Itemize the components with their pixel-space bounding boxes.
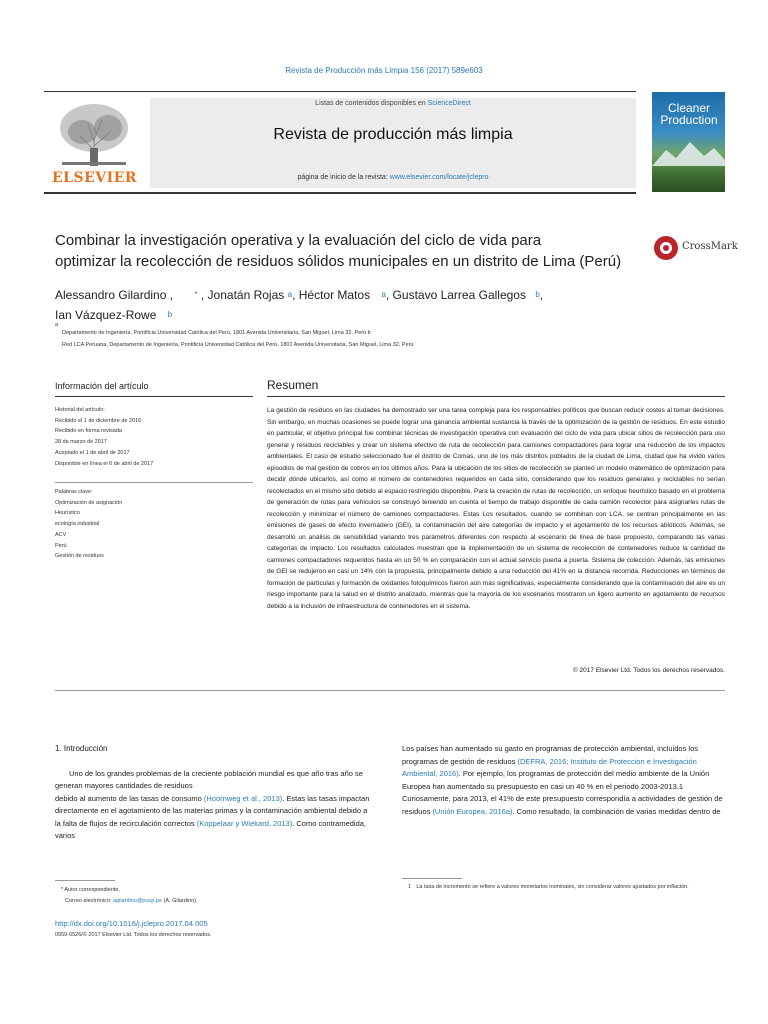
affiliation-a-mark: a bbox=[55, 322, 59, 328]
intro-text: Los países han aumentado su gasto en programas de protección ambiental, incluidos los programas de gestión de residuos bbox=[402, 744, 699, 766]
citation-link[interactable]: (Hoornweg et al., 2013) bbox=[203, 793, 283, 803]
journal-cover-image bbox=[652, 92, 725, 192]
history-revised: Recibido en forma revisada bbox=[55, 428, 122, 435]
footnote-1-mark: 1 bbox=[408, 884, 411, 890]
keyword-item: Optimización de asignación bbox=[55, 499, 123, 506]
issn-copyright: 0959-6526/© 2017 Elsevier Ltd. Todos los derechos reservados. bbox=[55, 932, 212, 938]
affiliation-b: Red LCA Peruana, Departamento de Ingeniería, Pontificia Universidad Católica del Perú, 1801 Avenida Universitaria, San Miguel, Lima 32, Perú bbox=[62, 342, 414, 348]
crossmark-icon bbox=[654, 236, 678, 260]
footnote-1 bbox=[402, 882, 726, 893]
header-rule-top bbox=[44, 91, 636, 92]
author-mark-a[interactable]: a bbox=[381, 290, 386, 299]
intro-text: . Como resultado, la combinación de varias medidas dentro de bbox=[512, 806, 721, 816]
cover-title-line2: Production bbox=[660, 113, 718, 127]
article-info-heading: Información del artículo bbox=[55, 381, 149, 391]
body-column-left bbox=[55, 743, 373, 843]
journal-homepage-link[interactable]: www.elsevier.com/locate/jclepro bbox=[389, 174, 489, 181]
header-rule-bottom bbox=[44, 192, 636, 194]
introduction-heading: 1. Introducción bbox=[55, 744, 108, 753]
keywords-block bbox=[55, 487, 253, 562]
intro-paragraph-1 bbox=[55, 768, 373, 793]
author-mark-a[interactable]: a bbox=[287, 290, 293, 299]
author-separator: , bbox=[539, 288, 544, 302]
author-larrea[interactable]: , Gustavo Larrea Gallegos bbox=[385, 288, 526, 302]
keyword-item: ecología industrial bbox=[55, 521, 100, 528]
journal-reference-link[interactable]: Revista de Producción más Limpia 156 (2017) 589e603 bbox=[285, 66, 483, 75]
article-history bbox=[55, 405, 253, 469]
sciencedirect-link[interactable]: ScienceDirect bbox=[427, 100, 471, 107]
doi-link[interactable]: http://dx.doi.org/10.1016/j.jclepro.2017.04.005 bbox=[55, 919, 208, 928]
intro-text: . Como contramedida, varios bbox=[55, 818, 367, 840]
journal-homepage-line bbox=[150, 174, 636, 181]
article-title-line2: optimizar la recolección de residuos sólidos municipales en un distrito de Lima (Perú) bbox=[55, 253, 622, 270]
crossmark-badge[interactable] bbox=[654, 236, 738, 266]
intro-paragraph-2 bbox=[55, 793, 373, 843]
journal-title: Revista de producción más limpia bbox=[273, 126, 513, 143]
keyword-item: Perú bbox=[55, 542, 67, 549]
email-label: Correo electrónico: bbox=[65, 898, 113, 904]
intro-text: . Por ejemplo, los programas de protección del medio ambiente de la Unión Europea han aumentado su presupuesto en casi un 40 % en el periodo 2003-2013.1 Curiosamente, para 2013, el 41% de este presupuesto correspondía a actividades de gestión de residuos bbox=[402, 769, 723, 816]
keywords-label: Palabras clave: bbox=[55, 489, 93, 495]
author-vazquez-rowe[interactable]: Ian Vázquez-Rowe bbox=[55, 308, 157, 322]
footnote-rule-left bbox=[55, 880, 115, 881]
history-revised-date: 28 de marzo de 2017 bbox=[55, 439, 107, 446]
article-info-divider bbox=[55, 482, 253, 483]
footnote-email-line bbox=[55, 896, 373, 907]
contents-lists-line bbox=[150, 100, 636, 107]
article-title bbox=[55, 230, 635, 272]
footnote-author: * Autor correspondiente. bbox=[61, 887, 121, 893]
cover-mountain-graphic bbox=[652, 140, 725, 166]
article-title-line1: Combinar la investigación operativa y la evaluación del ciclo de vida para bbox=[55, 232, 542, 249]
abstract-text: La gestión de residuos en las ciudades ha demostrado ser una tarea compleja para los responsables políticos que buscan reducir costes al tomar decisiones. Sin embargo, en muchas ocasiones se puede lograr una ganancia ambiental sustancia la través de la optimización de la gestión de residuos. En este estudio en particular, el objetivo principal fue combinar técnicas de investigación operativa con evaluación del ciclo de vida para ubicar sitios de recolección para uso general y residuos reciclables y crear un sistema efectivo de ruta de recolección para camiones compactadores para lograr una reducción de los impactos ambientales. El caso de estudio seleccionado fue el distrito de Comas, uno de los más distritos poblados de la ciudad de Lima, ciudad que ha vivido varios episodios de mal gestión de cobros en los últimos años. Para la ubicación de los sitios de recolección se planteó un modelo matemático de optimización para decidir dónde ubicarlos, así como el número de contenedores requeridos en cada sitio, considerando que los residuos generales y reciclables no serían recolectados en el mismo sitio debido al espacio restringido disponible. Para la creación de rutas de recolección, un enfoque heurístico basado en el problema de generación de rutas para vehículos se construyó teniendo en cuenta el tiempo de trabajo disponible de cada camión recolector para asignarles rutas de recolección y minimizar el número de camiones compactadores. Estas Los resultados, cuando se combinan con LCA, se centran principalmente en las emisiones de gases de efecto invernadero (GEI), la contaminación del aire categorías de impacto y el agotamiento de los recursos abióticos. Además, se desarrolló un análisis de sensibilidad variando tres parámetros diferentes con respecto al escenario de línea de base propuesto, comparando las varias categorías de impacto. Los resultados calculados muestran que la implementación de un sistema de recolección de contenedores reduce la cantidad de camiones compactadores requeridos hasta en un 50 % en comparación con el actual servicio puerta a puerta. Sistema de colección. Además, las emisiones de GEI se redujeron en casi un 14% con la propuesta, principalmente debido a una reducción del 41% en la distancia recorrida. Reducciones en términos de formación de partículas y formación de oxidantes fotoquímicos fueron aún más significativas, especialmente considerando que la contaminación del aire es un riesgo importante para la salud en el distrito analizado, mientras que la mayoría de los escenarios mostraron un ligero aumento en agotamiento de recursos debido a la inclusión de infraestructura de contenedores en el sistema. bbox=[267, 407, 725, 610]
crossmark-label: CrossMark bbox=[682, 241, 738, 252]
abstract-rule bbox=[267, 396, 725, 397]
history-online: Disponible en línea el 6 de abril de 2017 bbox=[55, 460, 154, 467]
keyword-item: Gestión de residuos bbox=[55, 553, 104, 560]
keyword-item: ACV bbox=[55, 531, 67, 538]
keyword-item: Heurístico bbox=[55, 510, 80, 517]
cover-title-line1: Cleaner bbox=[667, 101, 711, 115]
abstract-copyright: © 2017 Elsevier Ltd. Todos los derechos reservados. bbox=[572, 667, 725, 674]
intro-text: debido al aumento de las tasas de consumo bbox=[55, 793, 204, 803]
footnote-rule-right bbox=[402, 878, 462, 879]
citation-link[interactable]: (Unión Europea, 2016a) bbox=[432, 806, 513, 816]
footnote-corresponding bbox=[55, 885, 373, 907]
author-email-link[interactable]: agilardino@pucp.pe bbox=[113, 898, 163, 904]
email-tail: (A. Gilardino). bbox=[162, 898, 198, 904]
lists-prefix: Listas de contenidos disponibles en bbox=[315, 100, 428, 107]
elsevier-wordmark: ELSEVIER bbox=[52, 170, 138, 186]
affiliation-a: Departamento de Ingeniería, Pontificia Universidad Católica del Perú, 1801 Avenida Universitaria, San Miguel, Lima 32, Perú b bbox=[62, 330, 371, 336]
author-mark-b[interactable]: b bbox=[167, 310, 173, 319]
history-received: Recibido el 1 de diciembre de 2016 bbox=[55, 417, 142, 424]
author-matos[interactable]: , Héctor Matos bbox=[292, 288, 371, 302]
abstract-end-rule bbox=[55, 690, 725, 691]
author-mark-b[interactable]: b bbox=[535, 290, 540, 299]
author-gilardino[interactable]: Alessandro Gilardino , bbox=[55, 288, 174, 302]
history-accepted: Aceptado el 1 de abril de 2017 bbox=[55, 449, 130, 456]
intro-text: . Estas las tasas impactan directamente en el agotamiento de las materias primas y la contaminación ambiental debido a la falta de flujos de recirculación correctos bbox=[55, 793, 370, 828]
abstract-heading: Resumen bbox=[267, 378, 319, 392]
history-label: Historial del artículo: bbox=[55, 407, 105, 413]
homepage-prefix: página de inicio de la revista: bbox=[297, 174, 390, 181]
author-rojas[interactable]: , Jonatán Rojas bbox=[200, 288, 285, 302]
footnote-1-text: La tasa de incremento se refiere a valores monetarios nominales, sin considerar valores ajustados por inflación. bbox=[416, 884, 689, 890]
intro-text: Uno de los grandes problemas de la creciente población mundial es que año tras año se generan mayores cantidades de residuos bbox=[55, 768, 363, 790]
citation-link[interactable]: (Koppelaar y Wiekard, 2013) bbox=[196, 818, 293, 828]
author-mark-corresponding[interactable]: * bbox=[194, 290, 198, 299]
author-list bbox=[55, 285, 543, 325]
article-info-rule bbox=[55, 396, 253, 397]
body-column-right bbox=[402, 743, 726, 818]
citation-link[interactable]: (DEFRA, 2016; Instituto de Proteccion e Investigación Ambiental, 2016) bbox=[402, 756, 697, 778]
